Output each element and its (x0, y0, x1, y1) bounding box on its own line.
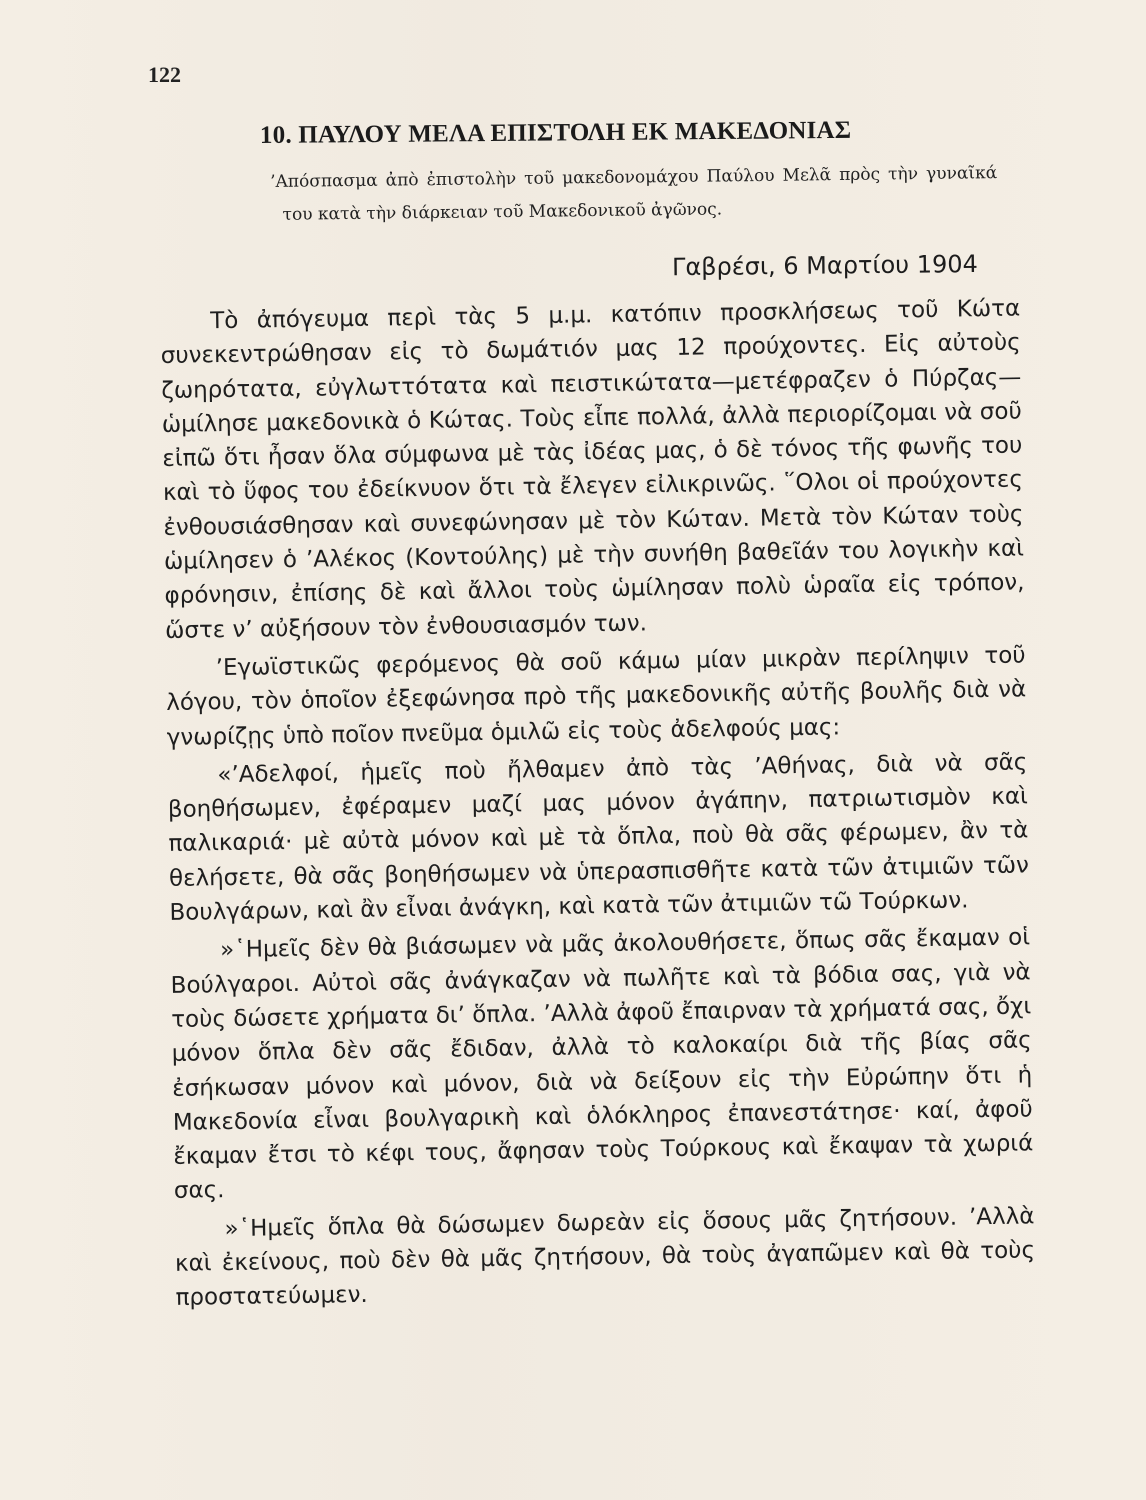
paragraph: »῾Ημεῖς δὲν θὰ βιάσωμεν νὰ μᾶς ἀκολουθήσετε, ὅπως σᾶς ἔκαμαν οἱ Βούλγαροι. Αὐτοὶ σᾶς ἀνάγκαζαν νὰ πωλῆτε καὶ τὰ βόδια σας, γιὰ νὰ τοὺς δώσετε χρήματα δι’ ὅπλα. ’Αλλὰ ἀφοῦ ἔπαιρναν τὰ χρήματά σας, ὄχι μόνον ὅπλα δὲν σᾶς ἔδιδαν, ἀλλὰ τὸ καλοκαίρι διὰ τῆς βίας σᾶς ἐσήκωσαν μόνον καὶ μόνον, διὰ νὰ δείξουν εἰς τὴν Εὐρώπην ὅτι ἡ Μακεδονία εἶναι βουλγαρικὴ καὶ ὁλόκληρος ἐπανεστάτησε· καί, ἀφοῦ ἔκαμαν ἔτσι τὸ κέφι τους, ἄφησαν τοὺς Τούρκους καὶ ἔκαψαν τὰ χωριά σας. (170, 924, 1034, 1205)
page-number: 122 (148, 62, 181, 87)
chapter-subtitle: ’Απόσπασμα ἀπὸ ἐπιστολὴν τοῦ μακεδονομάχου Παύλου Μελᾶ πρὸς τὴν γυναῖκά του κατὰ τὴν διάρκειαν τοῦ Μακεδονικοῦ ἀγῶνος. (270, 163, 998, 225)
chapter-title: 10. ΠΑΥΛΟΥ ΜΕΛΑ ΕΠΙΣΤΟΛΗ ΕΚ ΜΑΚΕΔΟΝΙΑΣ (259, 116, 852, 149)
paragraph: »῾Ημεῖς ὅπλα θὰ δώσωμεν δωρεὰν εἰς ὅσους μᾶς ζητήσουν. ’Αλλὰ καὶ ἐκείνους, ποὺ δὲν θὰ μᾶς ζητήσουν, θὰ τοὺς ἀγαπῶμεν καὶ θὰ τοὺς προστατεύωμεν. (174, 1203, 1036, 1312)
paragraph: ’Εγωϊστικῶς φερόμενος θὰ σοῦ κάμω μίαν μικρὰν περίληψιν τοῦ λόγου, τὸν ὁποῖον ἐξεφώνησα πρὸ τῆς μακεδονικῆς αὐτῆς βουλῆς διὰ νὰ γνωρίζῃς ὑπὸ ποῖον πνεῦμα ὁμιλῶ εἰς τοὺς ἀδελφούς μας: (166, 642, 1027, 751)
paragraph: Τὸ ἀπόγευμα περὶ τὰς 5 μ.μ. κατόπιν προσκλήσεως τοῦ Κώτα συνεκεντρώθησαν εἰς τὸ δωμάτιόν μας 12 προύχοντες. Εἰς αὐτοὺς ζωηρότατα, εὐγλωττότατα καὶ πειστικώτατα—μετέφραζεν ὁ Πύρζας—ὡμίλησε μακεδονικὰ ὁ Κώτας. Τοὺς εἶπε πολλά, ἀλλὰ περιορίζομαι νὰ σοῦ εἰπῶ ὅτι ἦσαν ὅλα σύμφωνα μὲ τὰς ἰδέας μας, ὁ δὲ τόνος τῆς φωνῆς του καὶ τὸ ὕφος του ἐδείκνυον ὅτι τὰ ἔλεγεν εἰλικρινῶς. ῞Ολοι οἱ προύχοντες ἐνθουσιάσθησαν καὶ συνεφώνησαν μὲ τὸν Κώταν. Μετὰ τὸν Κώταν τοὺς ὡμίλησεν ὁ ’Αλέκος (Κοντούλης) μὲ τὴν συνήθη βαθεῖάν του λογικὴν καὶ φρόνησιν, ἐπίσης δὲ καὶ ἄλλοι τοὺς ὡμίλησαν πολὺ ὡραῖα εἰς τρόπον, ὥστε ν’ αὐξήσουν τὸν ἐνθουσιασμόν των. (160, 295, 1025, 644)
letter-dateline: Γαβρέσι, 6 Μαρτίου 1904 (672, 250, 979, 282)
paragraph: «’Αδελφοί, ἡμεῖς ποὺ ἤλθαμεν ἀπὸ τὰς ’Αθήνας, διὰ νὰ σᾶς βοηθήσωμεν, ἐφέραμεν μαζί μας μόνον ἀγάπην, πατριωτισμὸν καὶ παλικαριά· μὲ αὐτὰ μόνον καὶ μὲ τὰ ὅπλα, ποὺ θὰ σᾶς φέρωμεν, ἂν τὰ θελήσετε, θὰ σᾶς βοηθήσωμεν νὰ ὑπερασπισθῆτε κατὰ τῶν ἀτιμιῶν τῶν Βουλγάρων, καὶ ἂν εἶναι ἀνάγκη, καὶ κατὰ τῶν ἀτιμιῶν τῶ Τούρκων. (167, 749, 1030, 926)
letter-body (160, 291, 1036, 1319)
